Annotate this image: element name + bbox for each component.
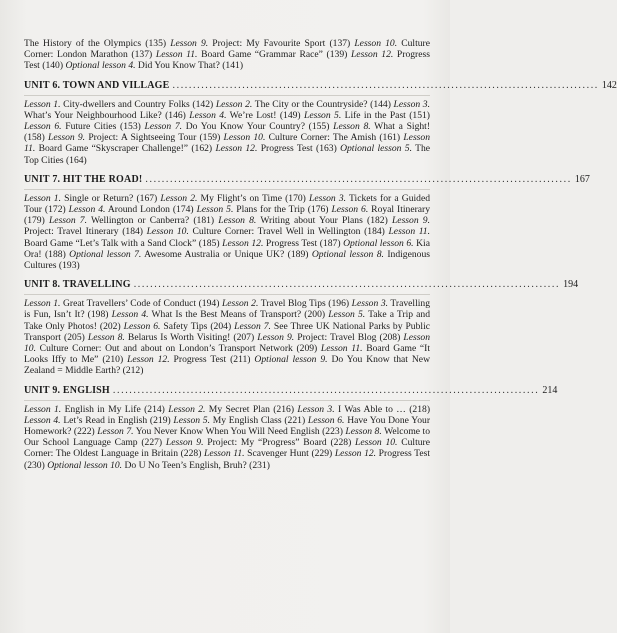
unit-5-continued-lessons [24,38,430,72]
lesson-title: Take a Trip and Take Only Photos! (202) [24,309,431,332]
lesson-number: Optional lesson 8. [311,248,384,260]
lesson-number: Lesson 10. [24,331,431,355]
lesson-number: Lesson 4. [68,204,106,216]
lesson-title: Culture Corner: The Amish (161) [265,132,404,144]
lesson-number: Lesson 3. [351,298,389,310]
lesson-title: Tickets for a Guided Tour (172) [24,192,431,216]
lesson-number: Lesson 1. [24,192,61,204]
lesson-number: Lesson 10. [146,226,189,238]
lesson-number: Lesson 9. [165,437,204,449]
lesson-title: Project: Travel Blog (208) [294,331,404,343]
lesson-number: Optional lesson 4. [65,60,136,72]
lesson-title: Do You Know that New Zealand = Middle Earth? (212) [24,354,430,377]
lesson-title: Culture Corner: London Marathon (137) [24,38,430,61]
leader-dots: ........................................................................................................ [112,384,540,396]
lesson-title: Project: Travel Itinerary (184) [24,226,147,238]
lesson-list [24,298,430,376]
unit-title: UNIT 8. TRAVELLING [24,279,131,291]
unit-page-number: 194 [563,279,579,291]
unit-title: UNIT 9. ENGLISH [24,384,110,396]
unit-title: UNIT 7. HIT THE ROAD! [24,173,143,185]
lesson-number: Optional lesson 7. [69,248,142,260]
lesson-title: Progress Test (187) [263,237,344,249]
lesson-title: Kia Ora! (188) [24,237,430,260]
lesson-number: Lesson 6. [331,204,369,216]
lesson-number: Optional lesson 9. [254,354,328,366]
lesson-number: Lesson 3. [297,403,335,415]
lesson-title: I Was Able to … (218) [334,403,431,415]
lesson-number: Lesson 11. [320,343,363,355]
lesson-title: Plans for the Trip (176) [233,204,332,216]
unit-heading [24,279,579,295]
lesson-title: Progress Test (140) [24,49,430,72]
lesson-title: Culture Corner: Travel Well in Wellington (184) [188,226,389,238]
lesson-title: Scavenger Hunt (229) [244,448,335,460]
lesson-number: Lesson 2. [221,298,259,310]
lesson-title: We’re Lost! (149) [226,109,304,121]
lesson-title: Future Cities (153) [61,121,145,133]
lesson-title: The Top Cities (164) [24,143,431,166]
unit-heading [24,384,558,401]
lesson-title: Belarus Is Worth Visiting! (207) [124,331,258,343]
lesson-title: Did You Know That? (141) [135,60,244,72]
lesson-number: Lesson 11. [24,132,430,155]
lesson-list [24,193,430,271]
lesson-number: Lesson 12. [222,237,264,249]
lesson-number: Lesson 5. [328,309,366,321]
lesson-title: Wellington or Canberra? (181) [87,215,219,227]
lesson-title: See Three UK National Parks by Public Transport (205) [24,320,430,343]
unit-heading [24,79,617,96]
lesson-title: Progress Test (211) [169,354,255,366]
lesson-number: Optional lesson 5. [340,143,412,155]
lesson-title: Board Game “Grammar Race” (139) [197,49,351,61]
lesson-title: Board Game “Let’s Talk with a Sand Clock” (185) [24,237,223,249]
lesson-number: Lesson 1. [24,98,61,110]
lesson-title: City-dwellers and Country Folks (142) [60,98,216,110]
lesson-title: Awesome Australia or Unique UK? (189) [141,248,312,260]
lesson-title: Do You Know Your Country? (155) [182,121,334,133]
lesson-title: Project: My Favourite Sport (137) [208,38,355,49]
lesson-title: Great Travellers’ Code of Conduct (194) [60,298,222,310]
lesson-number: Lesson 9. [391,215,430,227]
lesson-number: Lesson 1. [24,298,61,310]
lesson-title: Do U No Teen’s English, Bruh? (231) [122,459,270,471]
lesson-number: Lesson 7. [234,320,271,332]
lesson-title: Culture Corner: Out and about on London’s Transport Network (209) [36,343,321,355]
unit-heading [24,173,590,190]
lesson-number: Lesson 3. [393,98,430,110]
lesson-number: Lesson 2. [215,98,253,110]
lesson-number: Lesson 8. [218,215,257,227]
lesson-number: Lesson 10. [223,132,266,144]
lesson-number: Lesson 5. [196,204,234,216]
unit-9 [24,384,558,471]
lesson-title: Travel Blog Tips (196) [258,298,352,310]
lesson-title: My English Class (221) [210,414,308,426]
lesson-number: Lesson 2. [168,403,206,415]
lesson-number: Lesson 5. [304,109,342,121]
lesson-title: The History of the Olympics (135) [24,38,171,49]
lesson-number: Lesson 6. [307,414,345,426]
lesson-title: Project: My “Progress” Board (228) [203,437,356,449]
lesson-number: Lesson 9. [170,38,209,49]
lesson-number: Lesson 9. [48,132,86,144]
lesson-number: Lesson 4. [189,109,227,121]
lesson-title: Progress Test (163) [257,143,341,155]
lesson-number: Lesson 12. [350,49,394,61]
lesson-list [24,99,430,166]
lesson-number: Optional lesson 10. [47,459,123,471]
lesson-number: Lesson 7. [144,121,183,133]
lesson-title: Board Game “Skyscraper Challenge!” (162) [35,143,216,155]
leader-dots: ........................................................................................................ [145,173,572,185]
unit-page-number: 167 [574,173,590,185]
lesson-title: Around London (174) [105,204,197,216]
lesson-title: You Never Know When You Will Need English (223) [133,426,346,438]
lesson-title: Safety Tips (204) [160,320,235,332]
lesson-number: Lesson 1. [24,403,62,415]
lesson-title: Have You Done Your Homework? (222) [24,414,431,438]
lesson-title: Project: A Sightseeing Tour (159) [85,132,224,144]
lesson-title: Single or Return? (167) [61,192,161,204]
unit-8 [24,279,579,377]
lesson-number: Optional lesson 6. [343,237,414,249]
unit-page-number: 214 [542,384,558,396]
lesson-title: My Secret Plan (216) [205,403,298,415]
lesson-title: Writing about Your Plans (182) [256,215,392,227]
lesson-number: Lesson 7. [97,426,134,438]
unit-6 [24,79,617,166]
lesson-title: Royal Itinerary (179) [24,204,431,227]
lesson-number: Lesson 6. [24,121,62,133]
lesson-number: Lesson 4. [24,414,61,426]
lesson-number: Lesson 8. [345,426,382,438]
unit-page-number: 142 [601,79,617,91]
lesson-title: Life in the Past (151) [341,109,430,121]
lesson-number: Lesson 3. [309,192,347,204]
lesson-title: What Is the Best Means of Transport? (200) [148,309,329,321]
lesson-title: The City or the Countryside? (144) [252,98,394,110]
lesson-title: My Flight’s on Time (170) [197,192,310,204]
lesson-title: Let’s Read in English (219) [60,414,174,426]
lesson-number: Lesson 12. [215,143,258,155]
lesson-number: Lesson 6. [123,320,161,332]
lesson-number: Lesson 4. [111,309,149,321]
lesson-title: Culture Corner: The Oldest Language in Britain (228) [24,437,430,460]
lesson-number: Lesson 2. [160,192,198,204]
lesson-number: Lesson 9. [257,331,295,343]
lesson-title: Board Game “It Looks Iffy to Me” (210) [24,343,430,366]
leader-dots: ........................................................................................................ [172,79,599,91]
leader-dots: ........................................................................................................ [133,279,561,291]
lesson-number: Lesson 10. [355,437,398,449]
lesson-title: English in My Life (214) [61,403,169,415]
lesson-title: Progress Test (230) [24,448,430,471]
lesson-number: Lesson 8. [87,331,125,343]
unit-title: UNIT 6. TOWN AND VILLAGE [24,79,170,91]
lesson-title: Travelling is Fun, Isn’t It? (198) [24,298,431,321]
lesson-number: Lesson 11. [203,448,245,460]
lesson-number: Lesson 12. [127,354,170,366]
lesson-list [24,404,430,471]
lesson-number: Lesson 11. [155,49,198,61]
lesson-number: Lesson 10. [354,38,398,49]
lesson-number: Lesson 11. [388,226,431,238]
lesson-number: Lesson 5. [173,414,211,426]
lesson-title: What’s Your Neighbourhood Like? (146) [24,109,190,121]
lesson-title: What a Sight! (158) [24,121,431,144]
lesson-number: Lesson 7. [48,215,87,227]
lesson-number: Lesson 8. [333,121,371,133]
lesson-title: Indigenous Cultures (193) [24,248,430,272]
lesson-number: Lesson 12. [334,448,377,460]
unit-7 [24,173,590,272]
lesson-title: Welcome to Our School Language Camp (227) [24,426,431,449]
